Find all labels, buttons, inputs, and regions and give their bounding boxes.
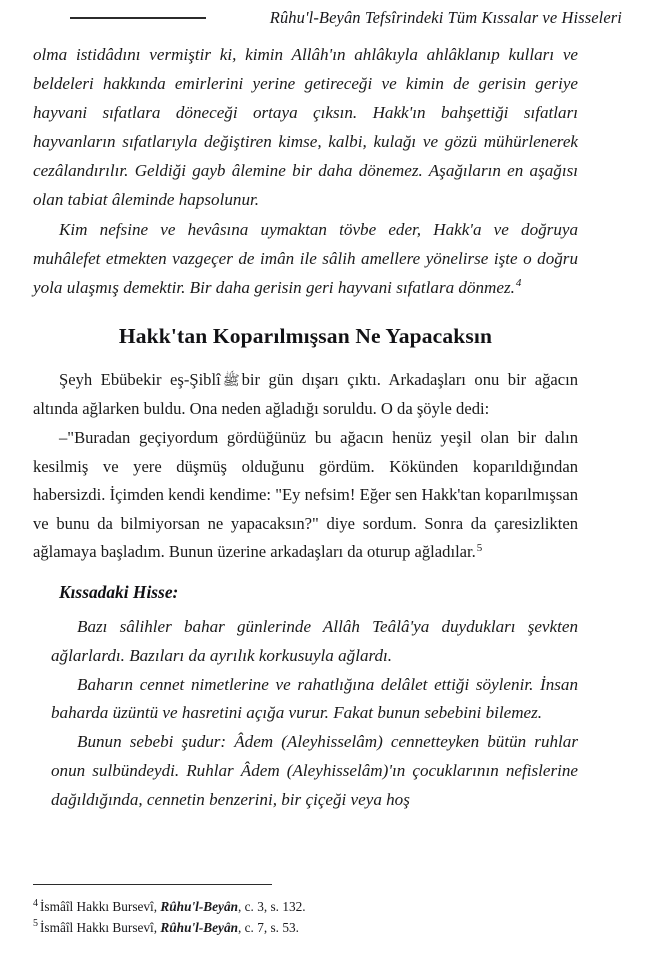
hisse-paragraph-1: Bazı sâlihler bahar günlerinde Allâh Teâlâ'ya duydukları şevkten ağlarlardı. Bazıları da ayrılık korkusuyla ağlardı. [51, 617, 578, 665]
footnote-number: 5 [33, 918, 38, 930]
footnote-item [33, 918, 578, 939]
rahmetullahi-aleyh-icon: ﷺ [222, 372, 240, 389]
hisse-paragraph-3: Bunun sebebi şudur: Âdem (Aleyhisselâm) cennetteyken bütün ruhlar onun sulbündeydi. Ruhlar Âdem (Aleyhisselâm)'ın çocuklarının nefislerine dağıldığında, cennetin benzerini, bir çiçeği veya hoş [51, 732, 578, 809]
paragraph-body-1: olma istidâdını vermiştir ki, kimin Allâh'ın ahlâkıyla ahlâklanıp kulları ve beldeleri hakkında emirlerini yerine getireceği ve kimin de gerisin geriye hayvani sıfatlara döneceği ortaya çıksın. Hakk'ın bahşettiği sıfatları hayvanların sıfatlarıyla değiştiren kimse, kalbi, kulağı ve gözü mühürlenerek cezâlandırılır. Geldiği gayb âlemine bir daha dönemez. Aşağıların en aşağısı olan tabiat âleminde hapsolunur. [33, 45, 578, 210]
footnotes-section [33, 884, 578, 938]
kissadaki-hisse-heading: Kıssadaki Hisse: [59, 582, 179, 602]
hisse-paragraph-2: Baharın cennet nimetlerine ve rahatlığına delâlet ettiği söylenir. İnsan baharda üzüntü ve hasretini açığa vurur. Fakat bunun sebebini bilemez. [51, 674, 578, 723]
footnote-book-title: Rûhu'l-Beyân [160, 919, 238, 935]
footnote-marker-4[interactable]: 4 [515, 277, 522, 290]
footnote-author: İsmâîl Hakkı Bursevî, [40, 919, 161, 935]
paragraph-body-2 [33, 215, 578, 302]
footnote-reference: , c. 3, s. 132. [238, 899, 306, 914]
paragraph-body-3-rest: bir gün dışarı çıktı. Arkadaşları onu bir ağacın altında ağlarken buldu. Ona neden ağladığı soruldu. O da şöyle dedi: [33, 369, 578, 419]
running-header-title: Rûhu'l-Beyân Tefsîrindeki Tüm Kıssalar ve Hisseleri [269, 8, 622, 27]
footnote-item [33, 897, 578, 918]
running-header [33, 8, 622, 28]
paragraph-body-4 [33, 424, 578, 567]
header-rule-icon [70, 17, 206, 18]
footnote-marker-5[interactable]: 5 [476, 541, 483, 554]
chapter-heading: Hakk'tan Koparılmışsan Ne Yapacaksın [118, 323, 493, 348]
paragraph-body-4-text: –"Buradan geçiyordum gördüğünüz bu ağacın henüz yeşil olan bir dalın kesilmiş ve yere düşmüş olduğunu gördüm. Kökünden koparıldığından habersizdi. İçimden kendi kendime: "Ey nefsim! Eğer sen Hakk'tan koparılmışsan ve bunu da bilmiyorsan ne yapacaksın?" diye sordum. Sonra da çaresizlikten ağlamaya başladım. Bunun üzerine arkadaşları da oturup ağladılar. [33, 428, 578, 562]
footnote-number: 4 [33, 897, 38, 909]
paragraph-body-2-text: Kim nefsine ve hevâsına uymaktan tövbe eder, Hakk'a ve doğruya muhâlefet etmekten vazgeçer de imân ile sâlih amellere yönelirse işte o doğru yola ulaşmış demektir. Bir daha gerisin geri hayvani sıfatlara dönmez. [33, 219, 578, 297]
footnote-book-title: Rûhu'l-Beyân [160, 899, 238, 914]
chapter-heading-wrap [33, 302, 578, 366]
footnote-reference: , c. 7, s. 53. [238, 919, 299, 935]
paragraph-body-3 [33, 366, 578, 424]
hisse-quote-block [33, 613, 578, 815]
footnote-separator-rule [33, 884, 272, 885]
paragraph-body-3-lead: Şeyh Ebübekir eş-Şiblî [59, 369, 221, 389]
main-text-column [33, 40, 578, 815]
footnote-author: İsmâîl Hakkı Bursevî, [40, 899, 161, 914]
